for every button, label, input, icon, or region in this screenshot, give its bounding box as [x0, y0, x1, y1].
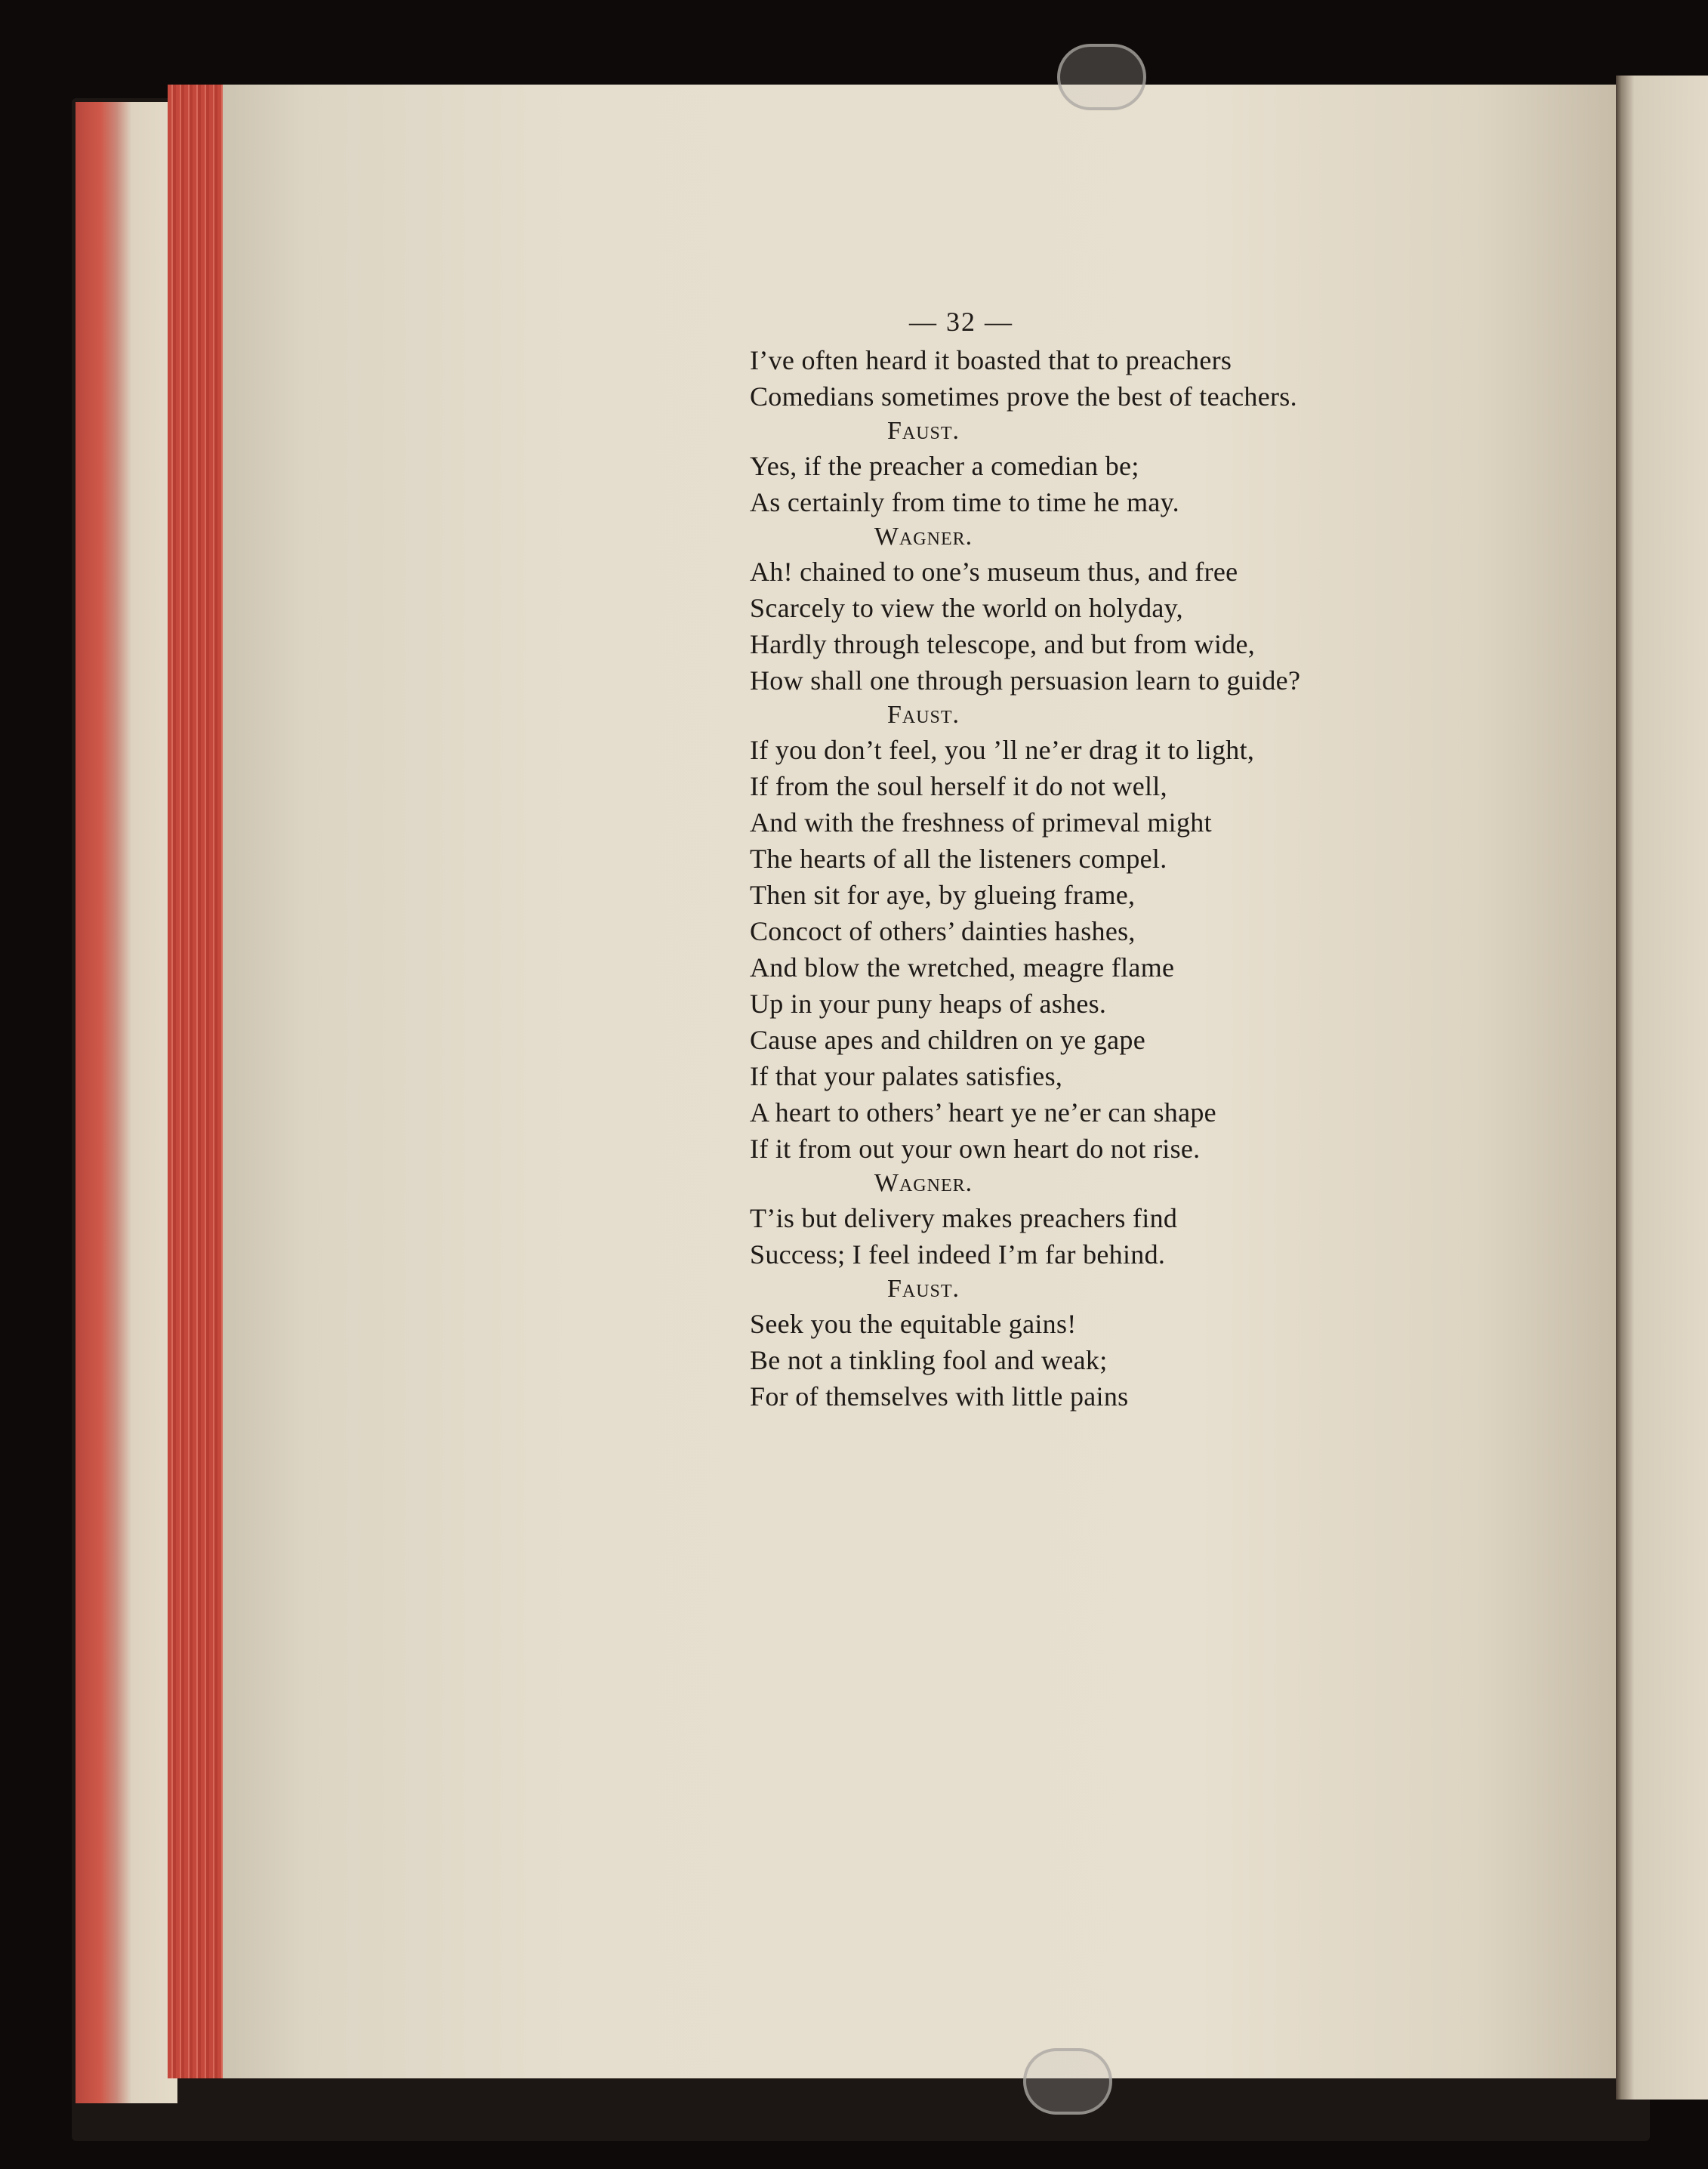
- verse-line: Then sit for aye, by glueing frame,: [750, 880, 1136, 910]
- verse-line: If from the soul herself it do not well,: [750, 771, 1167, 801]
- verse-line: Success; I feel indeed I’m far behind.: [750, 1239, 1166, 1270]
- speaker-heading: Faust.: [886, 701, 960, 729]
- speaker-heading: Faust.: [886, 1275, 960, 1303]
- verse-line: How shall one through persuasion learn to guide?: [750, 665, 1301, 696]
- right-page-edge: [1616, 76, 1708, 2100]
- speaker-heading: Wagner.: [874, 523, 973, 551]
- red-page-edges: [168, 85, 228, 2078]
- speaker-heading: Faust.: [886, 417, 960, 445]
- verse-line: As certainly from time to time he may.: [750, 487, 1179, 517]
- page-number: — 32 —: [909, 307, 1013, 337]
- verse-line: I’ve often heard it boasted that to preachers: [750, 345, 1232, 375]
- page-text: [750, 306, 1429, 1415]
- verse-line: If it from out your own heart do not rise.: [750, 1134, 1201, 1164]
- speaker-heading: Wagner.: [874, 1169, 973, 1197]
- verse-line: Cause apes and children on ye gape: [750, 1025, 1146, 1055]
- verse-line: The hearts of all the listeners compel.: [750, 844, 1167, 874]
- bottom-clip: [1023, 2048, 1112, 2115]
- verse-line: Hardly through telescope, and but from wide,: [750, 629, 1256, 659]
- verse-line: And blow the wretched, meagre flame: [750, 952, 1175, 983]
- verse-line: For of themselves with little pains: [750, 1381, 1129, 1412]
- verse-line: T’is but delivery makes preachers find: [750, 1203, 1178, 1233]
- verse-blocks: [750, 342, 1429, 1415]
- verse-line: If that your palates satisfies,: [750, 1061, 1063, 1091]
- left-page-edge: [76, 102, 177, 2103]
- verse-line: Yes, if the preacher a comedian be;: [750, 451, 1139, 481]
- top-clip: [1057, 44, 1146, 110]
- verse-line: If you don’t feel, you ’ll ne’er drag it to light,: [750, 735, 1255, 765]
- verse-line: Ah! chained to one’s museum thus, and free: [750, 557, 1238, 587]
- verse-line: Seek you the equitable gains!: [750, 1309, 1077, 1339]
- verse-line: Be not a tinkling fool and weak;: [750, 1345, 1108, 1375]
- verse-line: A heart to others’ heart ye ne’er can shape: [750, 1097, 1216, 1128]
- verse-line: Up in your puny heaps of ashes.: [750, 989, 1107, 1019]
- verse-line: Concoct of others’ dainties hashes,: [750, 916, 1136, 946]
- verse-line: Comedians sometimes prove the best of teachers.: [750, 381, 1297, 412]
- verse-line: And with the freshness of primeval might: [750, 807, 1212, 838]
- verse-line: Scarcely to view the world on holyday,: [750, 593, 1183, 623]
